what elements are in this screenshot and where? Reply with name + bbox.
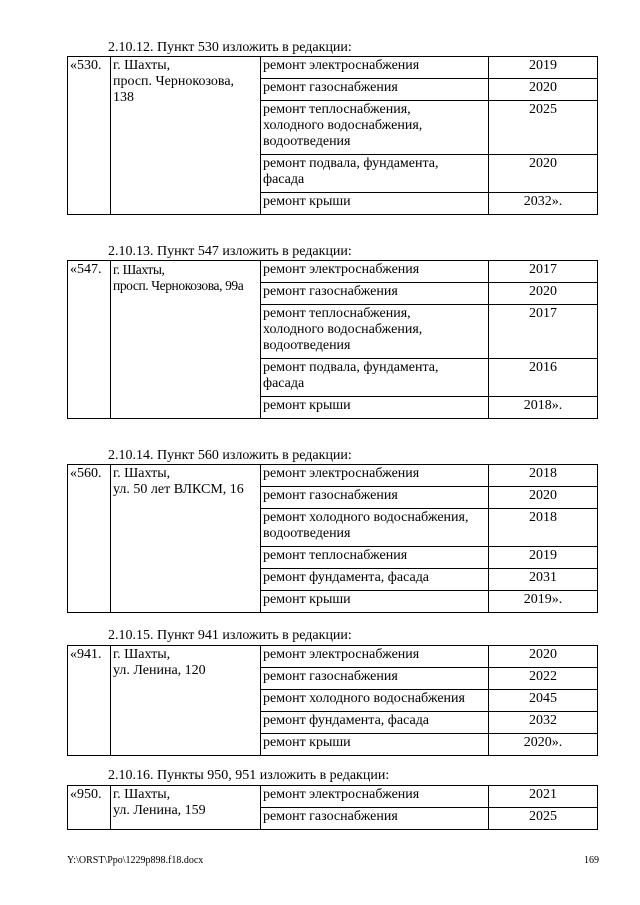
table-row: [68, 57, 598, 79]
year-cell: 2017: [489, 261, 598, 283]
year-cell: 2019: [489, 547, 598, 569]
year-cell: 2017: [489, 305, 598, 359]
section-heading: 2.10.14. Пункт 560 изложить в редакции:: [108, 448, 352, 463]
work-cell: ремонт газоснабжения: [261, 283, 489, 305]
work-cell: ремонт подвала, фундамента, фасада: [261, 155, 489, 193]
item-number: «941.: [68, 646, 111, 756]
repair-table: [67, 785, 598, 830]
address-cell: г. Шахты, просп. Чернокозова, 99а: [111, 261, 261, 419]
year-cell: 2020: [489, 79, 598, 101]
year-cell: 2020: [489, 646, 598, 668]
work-cell: ремонт теплоснабжения, холодного водоснабжения, водоотведения: [261, 305, 489, 359]
table-row: [68, 465, 598, 487]
work-cell: ремонт холодного водоснабжения, водоотведения: [261, 509, 489, 547]
work-cell: ремонт газоснабжения: [261, 487, 489, 509]
year-cell: 2019: [489, 57, 598, 79]
work-cell: ремонт газоснабжения: [261, 808, 489, 830]
work-cell: ремонт крыши: [261, 734, 489, 756]
work-cell: ремонт электроснабжения: [261, 646, 489, 668]
work-cell: ремонт фундамента, фасада: [261, 712, 489, 734]
item-number: «530.: [68, 57, 111, 215]
table-row: [68, 261, 598, 283]
work-cell: ремонт газоснабжения: [261, 79, 489, 101]
year-cell: 2020: [489, 283, 598, 305]
table-row: [68, 646, 598, 668]
section-heading: 2.10.13. Пункт 547 изложить в редакции:: [108, 244, 352, 259]
year-cell: 2020: [489, 155, 598, 193]
year-cell: 2020: [489, 487, 598, 509]
address-cell: г. Шахты, просп. Чернокозова, 138: [111, 57, 261, 215]
year-cell: 2032».: [489, 193, 598, 215]
section-heading: 2.10.16. Пункты 950, 951 изложить в редакции:: [108, 768, 390, 783]
address-cell: г. Шахты, ул. Ленина, 159: [111, 786, 261, 830]
year-cell: 2021: [489, 786, 598, 808]
page-number: 169: [584, 855, 599, 866]
year-cell: 2032: [489, 712, 598, 734]
year-cell: 2020».: [489, 734, 598, 756]
work-cell: ремонт электроснабжения: [261, 786, 489, 808]
work-cell: ремонт подвала, фундамента, фасада: [261, 359, 489, 397]
work-cell: ремонт крыши: [261, 397, 489, 419]
section-heading: 2.10.15. Пункт 941 изложить в редакции:: [108, 628, 352, 643]
work-cell: ремонт крыши: [261, 193, 489, 215]
year-cell: 2045: [489, 690, 598, 712]
repair-table: [67, 56, 598, 215]
address-cell: г. Шахты, ул. 50 лет ВЛКСМ, 16: [111, 465, 261, 613]
year-cell: 2031: [489, 569, 598, 591]
work-cell: ремонт электроснабжения: [261, 261, 489, 283]
repair-table: [67, 464, 598, 613]
work-cell: ремонт теплоснабжения, холодного водоснабжения, водоотведения: [261, 101, 489, 155]
year-cell: 2025: [489, 808, 598, 830]
address-cell: г. Шахты, ул. Ленина, 120: [111, 646, 261, 756]
year-cell: 2018».: [489, 397, 598, 419]
work-cell: ремонт крыши: [261, 591, 489, 613]
work-cell: ремонт электроснабжения: [261, 465, 489, 487]
work-cell: ремонт электроснабжения: [261, 57, 489, 79]
year-cell: 2025: [489, 101, 598, 155]
work-cell: ремонт газоснабжения: [261, 668, 489, 690]
year-cell: 2022: [489, 668, 598, 690]
footer-file-path: Y:\ORST\Ppo\1229p898.f18.docx: [67, 855, 204, 866]
repair-table: [67, 260, 598, 419]
table-row: [68, 786, 598, 808]
year-cell: 2016: [489, 359, 598, 397]
item-number: «560.: [68, 465, 111, 613]
item-number: «950.: [68, 786, 111, 830]
repair-table: [67, 645, 598, 756]
year-cell: 2018: [489, 465, 598, 487]
work-cell: ремонт фундамента, фасада: [261, 569, 489, 591]
item-number: «547.: [68, 261, 111, 419]
work-cell: ремонт холодного водоснабжения: [261, 690, 489, 712]
year-cell: 2018: [489, 509, 598, 547]
work-cell: ремонт теплоснабжения: [261, 547, 489, 569]
section-heading: 2.10.12. Пункт 530 изложить в редакции:: [108, 40, 352, 55]
year-cell: 2019».: [489, 591, 598, 613]
